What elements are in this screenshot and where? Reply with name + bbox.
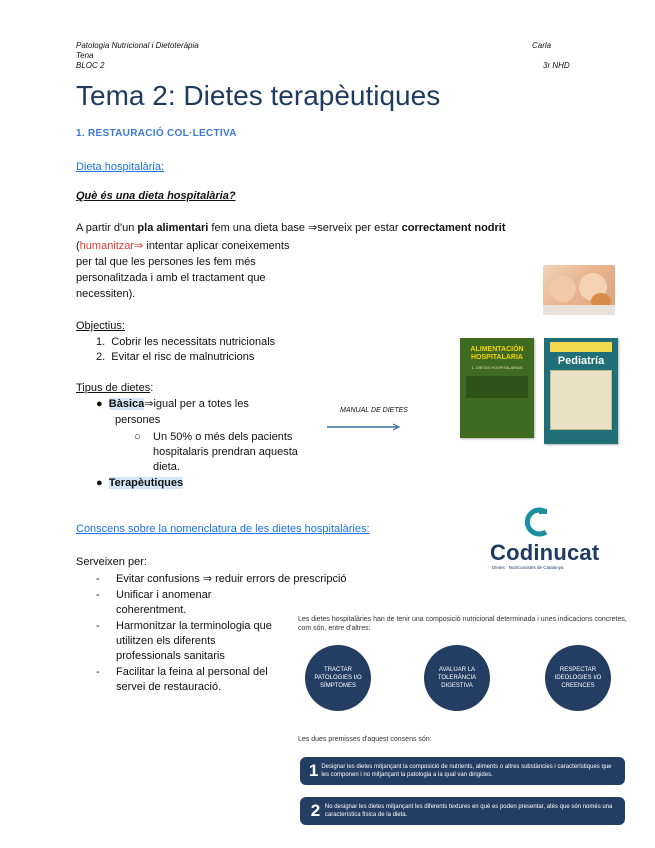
objectius-heading: Objectius: xyxy=(76,320,125,332)
book-cover-alimentacion xyxy=(460,338,534,438)
sub-line-3: dieta. xyxy=(153,461,180,473)
book2-band xyxy=(550,342,612,352)
intro-line-5: necessiten). xyxy=(76,288,136,300)
premissa-1-number: 1 xyxy=(308,761,319,780)
premissa-1 xyxy=(300,757,625,785)
objectius-item-1 xyxy=(96,335,275,349)
intro-line-4: personalitzada i amb el tractament que xyxy=(76,272,266,284)
premissa-2-number: 2 xyxy=(310,801,321,820)
tipus-terapeutiques xyxy=(96,476,183,490)
header-name-line: Tena xyxy=(76,51,94,60)
tipus-basica xyxy=(96,397,249,411)
intro-line-1 xyxy=(76,221,506,235)
list-number: 1. xyxy=(96,336,112,348)
serveixen-item-2b: coherentment. xyxy=(116,604,187,616)
bullet-icon: ● xyxy=(96,477,109,489)
serveixen-item-4b: servei de restauració. xyxy=(116,681,222,693)
dieta-hospitalaria-link[interactable]: Dieta hospitalària: xyxy=(76,161,165,173)
intro-line-2-rest: intentar aplicar coneixements xyxy=(143,240,290,252)
circle-avaluar: AVALUAR LA TOLERÀNCIA DIGESTIVA xyxy=(424,645,490,711)
circle-respectar: RESPECTAR IDEOLOGIES I/O CREENCES xyxy=(545,645,611,711)
list-number: 2. xyxy=(96,351,112,363)
book-cover-pediatria xyxy=(544,338,618,444)
premisses-heading: Les dues premisses d'aquest consens són: xyxy=(298,736,432,743)
codinucat-tagline: Dietes · Nutricionistes de Catalunya xyxy=(492,565,564,570)
intro-text-2: fem una dieta base ⇒serveix per estar xyxy=(208,222,402,234)
bullet-icon: ● xyxy=(96,398,109,410)
header-author: Carla xyxy=(532,41,552,50)
header-course: 3r NHD xyxy=(543,61,570,70)
basica-line-2: persones xyxy=(115,414,161,426)
serveixen-item-3a: Harmonitzar la terminologia que xyxy=(116,620,272,632)
serveixen-heading: Serveixen per: xyxy=(76,556,147,568)
circle-tractar: TRACTAR PATOLOGIES I/O SÍMPTOMES xyxy=(305,645,371,711)
intro-bold-pla: pla alimentari xyxy=(137,222,209,234)
book2-title: Pediatría xyxy=(557,355,605,367)
dash-icon: - xyxy=(96,620,100,632)
serveixen-item-1: Evitar confusions ⇒ reduir errors de prescripció xyxy=(116,573,347,585)
codinucat-logo-text: Codinucat xyxy=(490,540,600,565)
intro-bold-nodrit: correctament nodrit xyxy=(401,222,506,234)
header-subject xyxy=(76,41,199,71)
dash-icon: - xyxy=(96,589,100,601)
intro-line-3: per tal que les persones les fem més xyxy=(76,256,256,268)
book1-decoration xyxy=(466,376,528,398)
codinucat-logo-icon xyxy=(522,507,552,537)
arrow-right-icon xyxy=(325,421,405,433)
baby-photo xyxy=(543,265,615,315)
tipus-colon: : xyxy=(150,382,154,394)
header-bloc-line: BLOC 2 xyxy=(76,61,105,70)
serveixen-item-4a: Facilitar la feina al personal del xyxy=(116,666,268,678)
dash-icon: - xyxy=(96,666,100,678)
book1-subtitle: 1. DIETAS HOSPITALARIAS xyxy=(471,365,523,370)
premissa-2 xyxy=(300,797,625,825)
premissa-2-text: No designar les dietes mitjançant les diferents textures en què es poden presentar, atès que són només una característica física de la dieta. xyxy=(324,804,613,818)
sub-bullet-icon: ○ xyxy=(134,431,141,443)
dash-icon: - xyxy=(96,573,100,585)
premissa-1-text: Designar les dietes mitjançant la composició de nutrients, aliments o altres substàncies i característiques que les componen i no mitjançant la patologia a la qual van dirigides. xyxy=(321,764,612,778)
intro-text: A partir d'un xyxy=(76,222,138,234)
objectius-item-2 xyxy=(96,350,254,364)
question-heading: Què és una dieta hospitalària? xyxy=(76,190,236,202)
intro-humanitzar: humanitzar⇒ xyxy=(79,240,144,252)
sub-line-2: hospitalaris prendran aquesta xyxy=(153,446,298,458)
header-subject-line: Patologia Nutricional i Dietoteràpia xyxy=(76,41,199,50)
basica-label: Bàsica xyxy=(108,398,145,410)
intro-paren: ( xyxy=(76,240,80,252)
serveixen-item-2a: Unificar i anomenar xyxy=(116,589,212,601)
basica-desc: ⇒igual per a totes les xyxy=(144,398,249,410)
consens-link[interactable]: Conscens sobre la nomenclatura de les dietes hospitalàries: xyxy=(76,523,370,535)
book1-title: ALIMENTACIÓN HOSPITALARIA xyxy=(470,346,524,361)
tipus-heading-text: Tipus de dietes xyxy=(76,382,151,394)
terapeutiques-label: Terapèutiques xyxy=(108,477,184,489)
page-title: Tema 2: Dietes terapèutiques xyxy=(76,80,441,111)
serveixen-item-3c: professionals sanitaris xyxy=(116,650,225,662)
intro-line-2 xyxy=(76,239,289,253)
sub-line-1: Un 50% o més dels pacients xyxy=(153,431,293,443)
baby-illustration xyxy=(543,265,615,315)
section-heading: 1. RESTAURACIÓ COL·LECTIVA xyxy=(76,128,237,139)
manual-label: MANUAL DE DIETES xyxy=(340,407,408,414)
book2-illustration xyxy=(550,370,612,430)
serveixen-item-3b: utilitzen els diferents xyxy=(116,635,216,647)
objectius-item-1-text: Cobrir les necessitats nutricionals xyxy=(111,336,276,348)
infographic-intro: Les dietes hospitalàries han de tenir una composició nutricional determinada i unes indicacions concretes, com són, entre d'altres: xyxy=(298,616,627,632)
objectius-item-2-text: Evitar el risc de malnutricions xyxy=(111,351,255,363)
tipus-heading xyxy=(76,381,153,395)
